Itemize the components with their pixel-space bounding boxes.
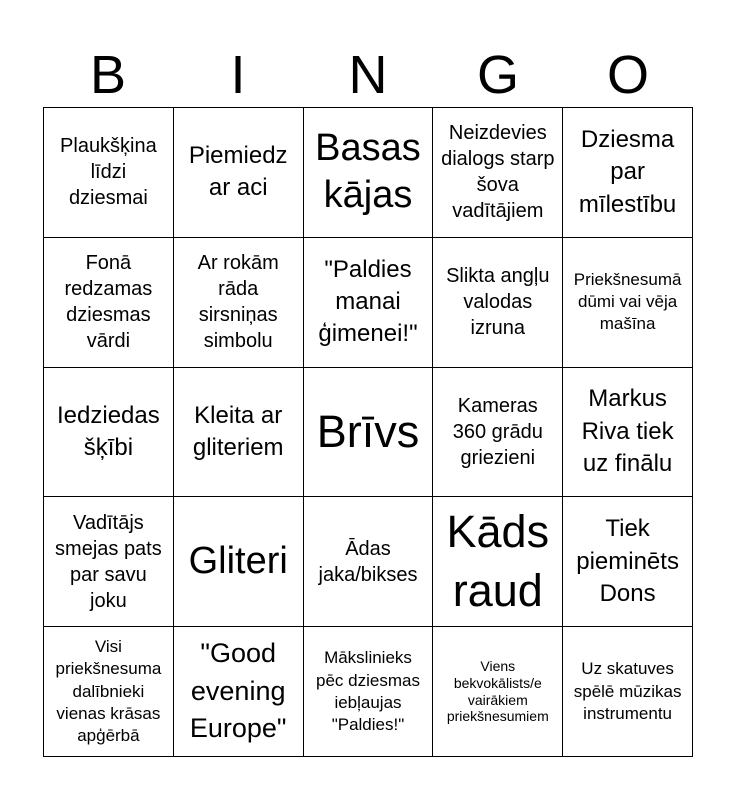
header-letter-i: I	[230, 45, 246, 105]
bingo-board	[43, 107, 693, 757]
bingo-cell-r4c4[interactable]	[433, 497, 563, 627]
bingo-cell-r3c5[interactable]	[563, 368, 693, 498]
bingo-cell-r2c2[interactable]	[174, 238, 304, 368]
bingo-header	[43, 44, 693, 106]
cell-label: Kāds raud	[446, 506, 550, 616]
cell-label: Vadītājs smejas pats par savu joku	[55, 511, 162, 612]
bingo-cell-r1c5[interactable]	[563, 108, 693, 238]
bingo-cell-r4c5[interactable]	[563, 497, 693, 627]
cell-label: Gliteri	[188, 540, 288, 583]
cell-label: Plaukšķina līdzi dziesmai	[60, 135, 157, 210]
cell-label: Uz skatuves spēlē mūzikas instrumentu	[573, 659, 682, 723]
cell-label: Markus Riva tiek uz finālu	[581, 385, 674, 478]
bingo-cell-r1c3[interactable]	[304, 108, 434, 238]
bingo-cell-r2c1[interactable]	[44, 238, 174, 368]
cell-label: Ar rokām rāda sirsniņas simbolu	[197, 252, 279, 353]
bingo-cell-r1c1[interactable]	[44, 108, 174, 238]
cell-label: Brīvs	[316, 405, 420, 457]
bingo-cell-r3c1[interactable]	[44, 368, 174, 498]
bingo-cell-r1c2[interactable]	[174, 108, 304, 238]
cell-label: Visi priekšnesuma dalībnieki vienas krāsas apģērbā	[55, 637, 162, 745]
bingo-cell-r3c4[interactable]	[433, 368, 563, 498]
bingo-cell-r4c2[interactable]	[174, 497, 304, 627]
header-letter-b: B	[89, 45, 127, 105]
bingo-cell-r3c2[interactable]	[174, 368, 304, 498]
cell-label: Iedziedas šķībi	[57, 401, 160, 461]
bingo-cell-r5c1[interactable]	[44, 627, 174, 757]
bingo-cell-r2c3[interactable]	[304, 238, 434, 368]
bingo-cell-free[interactable]	[304, 368, 434, 498]
bingo-cell-r2c4[interactable]	[433, 238, 563, 368]
cell-label: Neizdevies dialogs starp šova vadītājiem	[441, 122, 555, 223]
header-letter-n: N	[348, 45, 388, 105]
header-letter-g: G	[476, 45, 519, 105]
bingo-cell-r4c1[interactable]	[44, 497, 174, 627]
bingo-cell-r1c4[interactable]	[433, 108, 563, 238]
cell-label: Mākslinieks pēc dziesmas iebļaujas "Paldies!"	[316, 648, 420, 734]
cell-label: Dziesma par mīlestību	[578, 125, 677, 218]
cell-label: Kameras 360 grādu griezieni	[452, 394, 543, 469]
bingo-cell-r4c3[interactable]	[304, 497, 434, 627]
cell-label: Piemiedz ar aci	[188, 142, 288, 202]
cell-label: Tiek pieminēts Dons	[576, 515, 679, 607]
bingo-cell-r5c4[interactable]	[433, 627, 563, 757]
bingo-cell-r5c3[interactable]	[304, 627, 434, 757]
cell-label: Basas kājas	[315, 126, 421, 217]
bingo-cell-r5c2[interactable]	[174, 627, 304, 757]
cell-label: "Good evening Europe"	[189, 637, 287, 744]
cell-label: Kleita ar gliteriem	[192, 401, 284, 461]
cell-label: Fonā redzamas dziesmas vārdi	[64, 252, 153, 353]
cell-label: Viens bekvokālists/e vairākiem priekšnesumiem	[446, 658, 549, 725]
cell-label: "Paldies manai ģimenei!"	[318, 255, 418, 348]
header-letter-o: O	[606, 45, 649, 105]
cell-label: Ādas jaka/bikses	[318, 537, 418, 586]
cell-label: Priekšnesumā dūmi vai vēja mašīna	[573, 270, 682, 334]
bingo-cell-r2c5[interactable]	[563, 238, 693, 368]
cell-label: Slikta angļu valodas izruna	[446, 265, 550, 340]
bingo-cell-r5c5[interactable]	[563, 627, 693, 757]
